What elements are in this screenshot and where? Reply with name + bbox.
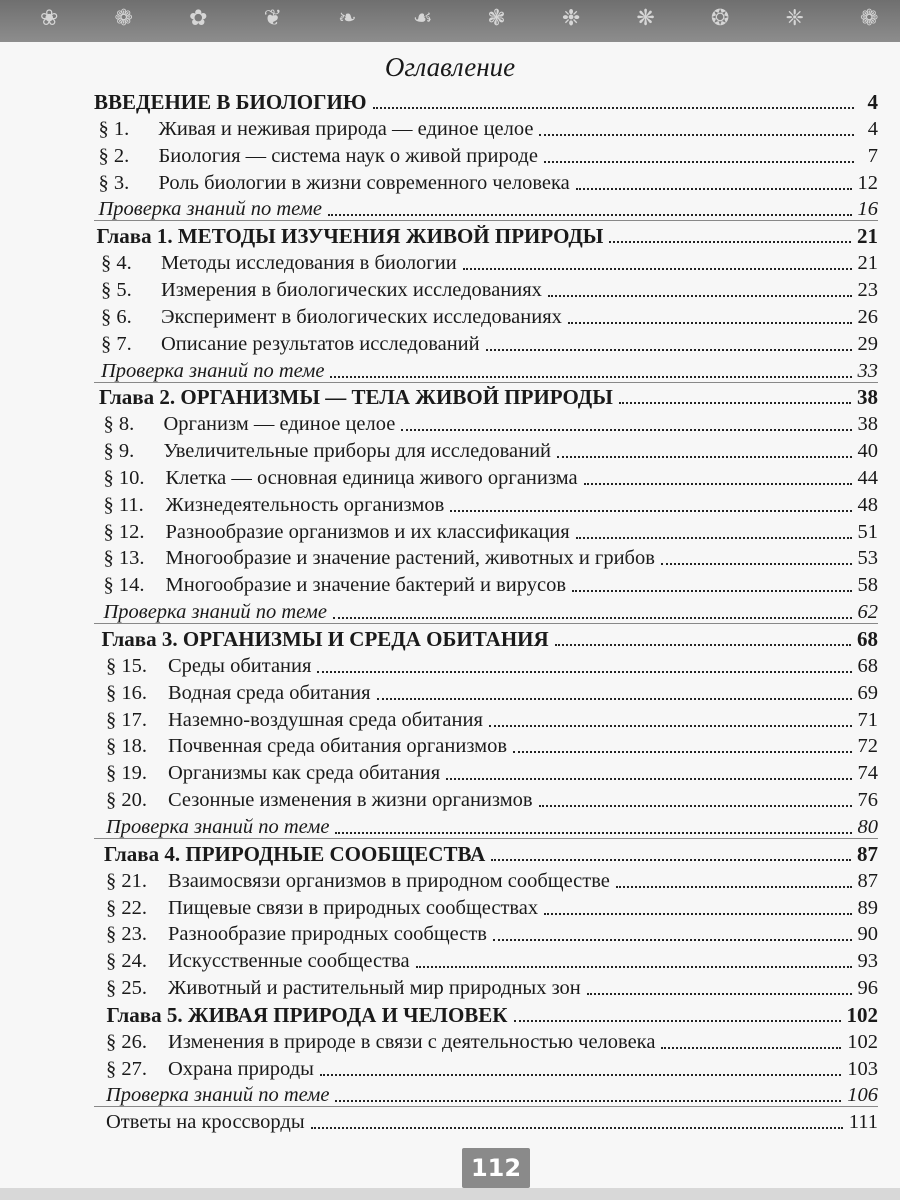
toc-review-entry xyxy=(106,811,878,839)
leader-dots xyxy=(619,402,851,404)
entry-title: Проверка знаний по теме xyxy=(106,1084,330,1107)
entry-title: Живая и неживая природа — единое целое xyxy=(158,117,534,140)
entry-title: Глава 5. ЖИВАЯ ПРИРОДА И ЧЕЛОВЕК xyxy=(106,1002,508,1027)
cat-icon: ❉ xyxy=(561,6,581,31)
leader-dots xyxy=(317,671,851,673)
toc-entry xyxy=(104,542,879,570)
section-number: § 5. xyxy=(101,278,132,301)
page-ref: 4 xyxy=(867,117,878,140)
horse-icon: ☙ xyxy=(412,6,433,31)
leader-dots xyxy=(661,1047,841,1049)
section-number: § 18. xyxy=(106,735,147,758)
entry-title: Методы исследования в биологии xyxy=(161,252,457,275)
toc-entry xyxy=(106,972,878,1000)
toc-entry xyxy=(106,650,878,678)
entry-title: Многообразие и значение бактерий и вирусов xyxy=(165,574,567,597)
leader-dots xyxy=(576,537,852,539)
leader-dots xyxy=(584,483,852,485)
section-number: § 26. xyxy=(106,1030,147,1053)
toc-entry xyxy=(106,918,878,946)
toc-entry xyxy=(101,247,878,275)
leader-dots xyxy=(330,376,851,378)
section-number: § 6. xyxy=(101,305,132,328)
toc-entry xyxy=(106,730,878,758)
leader-dots xyxy=(320,1074,841,1076)
page-ref: 96 xyxy=(857,977,878,1000)
section-number: § 15. xyxy=(106,654,147,677)
leader-dots xyxy=(568,322,852,324)
page-ref: 53 xyxy=(857,547,878,570)
leader-dots xyxy=(335,832,851,834)
leader-dots xyxy=(616,886,852,888)
snake-icon: ❋ xyxy=(636,6,655,31)
entry-title: Почвенная среда обитания организмов xyxy=(168,735,508,758)
leader-dots xyxy=(493,939,852,941)
leader-dots xyxy=(548,295,852,297)
entry-title: Сезонные изменения в жизни организмов xyxy=(168,789,533,812)
toc-entry xyxy=(106,945,878,973)
toc-entry xyxy=(99,113,879,141)
entry-title: Среды обитания xyxy=(168,654,312,677)
leader-dots xyxy=(491,859,851,861)
page-ref: 26 xyxy=(857,305,878,328)
entry-title: Проверка знаний по теме xyxy=(101,359,325,382)
toc-review-entry xyxy=(101,355,878,383)
page-ref: 90 xyxy=(857,923,878,946)
deer-icon: ❦ xyxy=(263,6,283,31)
page-ref: 21 xyxy=(857,224,878,249)
toc-entry xyxy=(99,140,879,168)
page-ref: 87 xyxy=(857,869,878,892)
leader-dots xyxy=(328,214,852,216)
dragonfly-icon: ❂ xyxy=(710,6,730,31)
leader-dots xyxy=(513,751,851,753)
page-ref: 38 xyxy=(857,413,878,436)
toc-entry xyxy=(101,274,878,302)
page-ref: 40 xyxy=(857,440,878,463)
page-ref: 7 xyxy=(867,144,878,167)
toc-review-entry xyxy=(106,1079,878,1107)
rhino-icon: ❈ xyxy=(785,6,804,31)
leader-dots xyxy=(401,429,851,431)
entry-title: Глава 3. ОРГАНИЗМЫ И СРЕДА ОБИТАНИЯ xyxy=(101,627,549,651)
section-number: § 22. xyxy=(106,896,147,919)
toc-entry xyxy=(104,408,879,436)
toc-entry xyxy=(106,704,878,732)
section-number: § 20. xyxy=(106,789,147,812)
toc-entry xyxy=(106,757,878,785)
entry-title: Водная среда обитания xyxy=(168,681,371,704)
toc-entry xyxy=(104,569,879,597)
section-number: § 4. xyxy=(101,252,132,275)
leader-dots xyxy=(463,268,852,270)
entry-title: Глава 4. ПРИРОДНЫЕ СООБЩЕСТВА xyxy=(104,841,486,866)
leader-dots xyxy=(514,1020,841,1022)
section-number: § 2. xyxy=(98,144,130,167)
section-number: § 1. xyxy=(98,117,130,140)
section-number: § 11. xyxy=(103,493,144,516)
toc-entry xyxy=(104,462,879,490)
page-ref: 48 xyxy=(857,493,878,516)
leader-dots xyxy=(335,1100,841,1102)
entry-title: Разнообразие организмов и их классификация xyxy=(165,520,570,543)
toc-chapter-heading xyxy=(107,999,879,1027)
page-ref: 29 xyxy=(857,332,878,355)
leader-dots xyxy=(311,1127,843,1129)
page-ref: 38 xyxy=(857,385,878,410)
leader-dots xyxy=(416,966,852,968)
page-ref: 68 xyxy=(857,654,878,677)
entry-title: Эксперимент в биологических исследованиях xyxy=(161,305,562,328)
entry-title: Изменения в природе в связи с деятельностью человека xyxy=(168,1030,656,1053)
page-ref: 89 xyxy=(857,896,878,919)
fish-icon: ❀ xyxy=(40,6,59,31)
page-ref: 16 xyxy=(857,198,878,221)
leader-dots xyxy=(661,563,852,565)
page-ref: 71 xyxy=(857,708,878,731)
page-ref: 62 xyxy=(857,601,878,624)
toc-entry xyxy=(104,435,879,463)
entry-title: Многообразие и значение растений, животных и грибов xyxy=(165,547,655,570)
page-ref: 58 xyxy=(857,574,878,597)
section-number: § 8. xyxy=(103,413,135,436)
section-number: § 23. xyxy=(106,923,147,946)
leader-dots xyxy=(576,188,852,190)
entry-title: Искусственные сообщества xyxy=(168,950,410,973)
page-ref: 93 xyxy=(857,950,878,973)
leader-dots xyxy=(489,725,852,727)
toc-review-entry xyxy=(99,193,879,221)
toc-entry xyxy=(106,1053,878,1081)
leader-dots xyxy=(587,993,852,995)
page-ref: 103 xyxy=(847,1057,878,1080)
entry-title: Наземно-воздушная среда обитания xyxy=(168,708,483,731)
leader-dots xyxy=(572,590,851,592)
entry-title: Жизнедеятельность организмов xyxy=(165,493,445,516)
section-number: § 7. xyxy=(101,332,132,355)
entry-title: Глава 1. МЕТОДЫ ИЗУЧЕНИЯ ЖИВОЙ ПРИРОДЫ xyxy=(96,224,604,249)
page-ref: 102 xyxy=(847,1030,878,1053)
entry-title: Проверка знаний по теме xyxy=(98,198,322,221)
leader-dots xyxy=(557,456,851,458)
entry-title: Глава 2. ОРГАНИЗМЫ — ТЕЛА ЖИВОЙ ПРИРОДЫ xyxy=(99,385,613,410)
entry-title: Увеличительные приборы для исследований xyxy=(163,440,552,463)
page-ref: 76 xyxy=(857,789,878,812)
toc-entry xyxy=(106,865,878,893)
section-number: § 16. xyxy=(106,681,147,704)
section-number: § 13. xyxy=(103,547,145,570)
page-ref: 80 xyxy=(857,815,878,838)
toc-entry xyxy=(106,1026,878,1054)
section-number: § 3. xyxy=(98,171,130,194)
page-ref: 51 xyxy=(857,520,878,543)
section-number: § 19. xyxy=(106,762,147,785)
toc-chapter-heading xyxy=(102,623,879,651)
section-number: § 21. xyxy=(106,869,147,892)
page-ref: 33 xyxy=(857,359,878,382)
leader-dots xyxy=(446,778,851,780)
leader-dots xyxy=(539,805,852,807)
page-ref: 12 xyxy=(857,171,878,194)
page-ref: 72 xyxy=(857,735,878,758)
entry-title: Охрана природы xyxy=(168,1057,314,1080)
section-number: § 10. xyxy=(103,466,145,489)
toc-entry xyxy=(104,489,879,517)
leader-dots xyxy=(333,617,852,619)
entry-title: Организм — единое целое xyxy=(163,413,396,436)
butterfly-icon: ❁ xyxy=(860,6,879,31)
leader-dots xyxy=(377,698,852,700)
page-ref: 74 xyxy=(857,762,878,785)
bird-icon: ❃ xyxy=(487,6,506,31)
leader-dots xyxy=(544,913,851,915)
entry-title: Разнообразие природных сообществ xyxy=(168,923,487,946)
entry-title: Взаимосвязи организмов в природном сообществе xyxy=(168,869,610,892)
leader-dots xyxy=(373,107,855,109)
section-number: § 14. xyxy=(103,574,145,597)
page-ref: 68 xyxy=(857,627,878,651)
toc-entry xyxy=(101,328,878,356)
page-ref: 23 xyxy=(857,278,878,301)
entry-title: Организмы как среда обитания xyxy=(168,762,441,785)
bottom-strip xyxy=(0,1188,900,1200)
page-ref: 111 xyxy=(848,1111,878,1134)
toc-chapter-heading xyxy=(99,381,878,409)
toc-entry xyxy=(106,784,878,812)
entry-title: Клетка — основная единица живого организма xyxy=(165,466,578,489)
entry-title: Роль биологии в жизни современного человека xyxy=(158,171,570,194)
entry-title: Измерения в биологических исследованиях xyxy=(161,278,542,301)
leader-dots xyxy=(555,644,851,646)
leader-dots xyxy=(544,161,854,163)
page-number: 112 xyxy=(462,1148,530,1188)
toc-chapter-heading xyxy=(104,838,878,866)
toc-entry xyxy=(99,167,879,195)
leader-dots xyxy=(486,349,852,351)
section-number: § 25. xyxy=(106,977,147,1000)
toc-chapter-heading xyxy=(94,86,878,114)
page-ref: 4 xyxy=(867,90,878,114)
page-ref: 102 xyxy=(846,1002,878,1027)
section-number: § 12. xyxy=(103,520,145,543)
leader-dots xyxy=(609,241,851,243)
toc-entry xyxy=(106,892,878,920)
entry-title: Проверка знаний по теме xyxy=(106,815,330,838)
entry-title: Проверка знаний по теме xyxy=(103,601,327,624)
lizard-icon: ❧ xyxy=(338,6,357,31)
toc-entry xyxy=(104,516,879,544)
page-ref: 106 xyxy=(847,1084,878,1107)
leader-dots xyxy=(539,134,854,136)
entry-title: Описание результатов исследований xyxy=(161,332,480,355)
page-title: Оглавление xyxy=(384,52,516,82)
toc-chapter-heading xyxy=(97,220,879,248)
leader-dots xyxy=(450,510,851,512)
butterfly-icon: ❁ xyxy=(114,6,133,31)
entry-title: ВВЕДЕНИЕ В БИОЛОГИЮ xyxy=(94,90,367,114)
frog-icon: ✿ xyxy=(189,6,208,31)
page-ref: 87 xyxy=(857,841,878,866)
entry-title: Животный и растительный мир природных зон xyxy=(168,977,581,1000)
toc-entry xyxy=(106,677,878,705)
entry-title: Биология — система наук о живой природе xyxy=(158,144,538,167)
entry-title: Ответы на кроссворды xyxy=(106,1111,305,1134)
section-number: § 17. xyxy=(106,708,147,731)
toc-entry xyxy=(101,301,878,329)
section-number: § 24. xyxy=(106,950,147,973)
page-ref: 69 xyxy=(857,681,878,704)
page-ref: 44 xyxy=(857,466,878,489)
toc-review-entry xyxy=(104,596,879,624)
page-ref: 21 xyxy=(857,252,878,275)
entry-title: Пищевые связи в природных сообществах xyxy=(168,896,539,919)
section-number: § 9. xyxy=(103,440,135,463)
toc-entry xyxy=(106,1106,878,1134)
section-number: § 27. xyxy=(106,1057,147,1080)
